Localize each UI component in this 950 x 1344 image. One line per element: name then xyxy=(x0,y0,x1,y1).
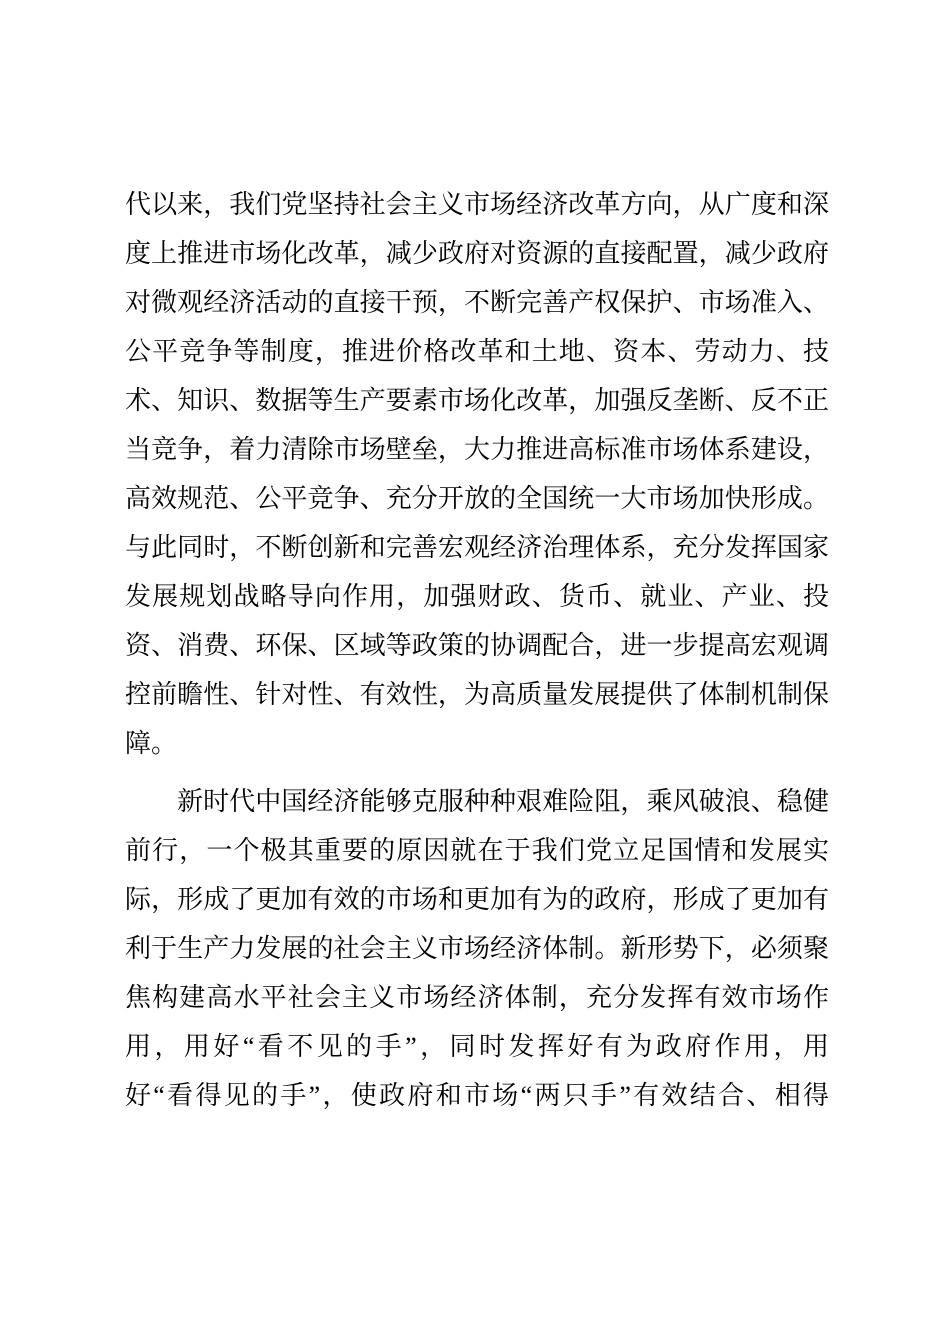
text-line: 代以来，我们党坚持社会主义市场经济改革方向，从广度和深 xyxy=(125,190,829,219)
text-line: 焦构建高水平社会主义市场经济体制，充分发挥有效市场作 xyxy=(125,983,829,1012)
text-line: 际，形成了更加有效的市场和更加有为的政府，形成了更加有 xyxy=(125,885,829,914)
text-line: 用，用好“看不见的手”，同时发挥好有为政府作用，用 xyxy=(125,1032,829,1061)
text-line: 新时代中国经济能够克服种种艰难险阻，乘风破浪、稳健 xyxy=(177,787,829,816)
document-body xyxy=(125,180,829,1120)
text-line: 障。 xyxy=(125,729,178,758)
text-line: 高效规范、公平竞争、充分开放的全国统一大市场加快形成。 xyxy=(125,484,829,513)
text-line: 发展规划战略导向作用，加强财政、货币、就业、产业、投 xyxy=(125,582,829,611)
text-line: 对微观经济活动的直接干预，不断完善产权保护、市场准入、 xyxy=(125,288,829,317)
paragraph-1 xyxy=(125,180,829,768)
text-line: 公平竞争等制度，推进价格改革和土地、资本、劳动力、技 xyxy=(125,337,829,366)
text-line: 度上推进市场化改革，减少政府对资源的直接配置，减少政府 xyxy=(125,239,829,268)
text-line: 控前瞻性、针对性、有效性，为高质量发展提供了体制机制保 xyxy=(125,680,829,709)
text-line: 利于生产力发展的社会主义市场经济体制。新形势下，必须聚 xyxy=(125,934,829,963)
text-line: 与此同时，不断创新和完善宏观经济治理体系，充分发挥国家 xyxy=(125,533,829,562)
text-line: 前行，一个极其重要的原因就在于我们党立足国情和发展实 xyxy=(125,836,829,865)
text-line: 资、消费、环保、区域等政策的协调配合，进一步提高宏观调 xyxy=(125,631,829,660)
text-line: 好“看得见的手”，使政府和市场“两只手”有效结合、相得 xyxy=(125,1081,829,1110)
paragraph-2 xyxy=(125,777,829,1120)
text-line: 术、知识、数据等生产要素市场化改革，加强反垄断、反不正 xyxy=(125,386,829,415)
text-line: 当竞争，着力清除市场壁垒，大力推进高标准市场体系建设， xyxy=(125,435,829,464)
